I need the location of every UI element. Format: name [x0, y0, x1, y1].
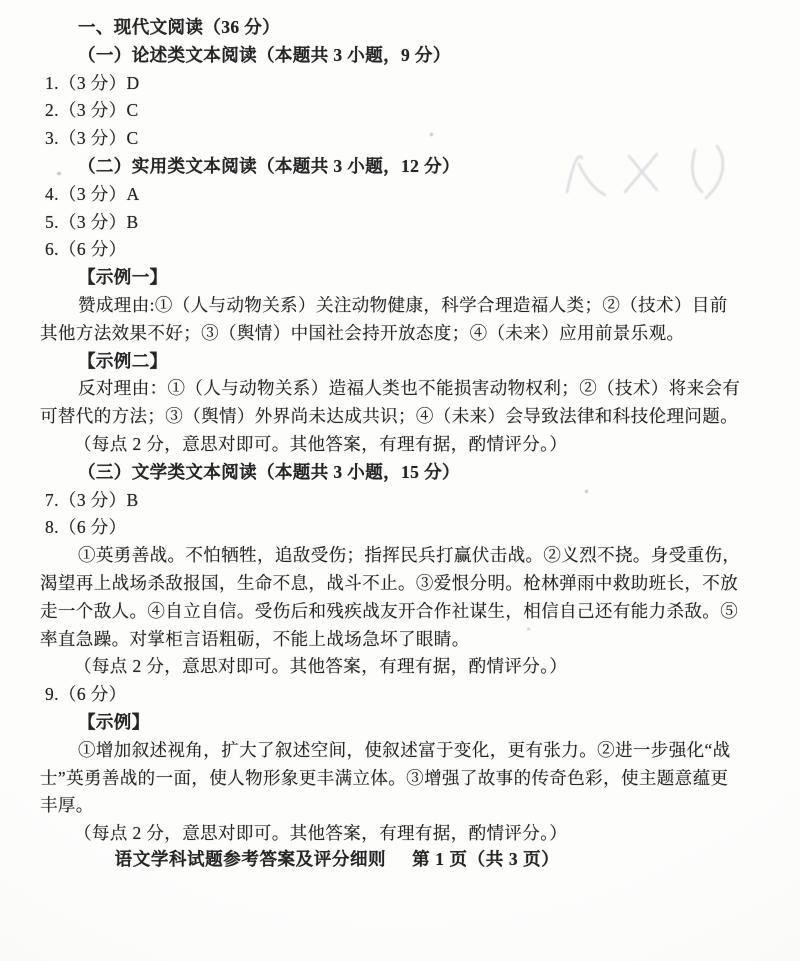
q9-answer-line1: ①增加叙述视角，扩大了叙述空间，使叙述富于变化，更有张力。②进一步强化“战: [78, 739, 731, 760]
scan-speck: [430, 133, 433, 136]
answer-q6-label: 6.（6 分）: [45, 239, 127, 260]
scan-speck: [57, 172, 61, 175]
answer-q1: 1.（3 分）D: [45, 72, 140, 93]
q9-answer-line2: 士”英勇善战的一面，使人物形象更丰满立体。③增强了故事的传奇色彩，使主题意蕴更: [40, 767, 729, 788]
q6-sample2-tag: 【示例二】: [78, 350, 168, 371]
q6-sample2-text-line1: 反对理由：①（人与动物关系）造福人类也不能损害动物权利；②（技术）将来会有: [78, 378, 741, 399]
section-heading-modern-reading: 一、现代文阅读（36 分）: [78, 17, 281, 37]
q6-scoring-note: （每点 2 分，意思对即可。其他答案，有理有据，酌情评分。）: [74, 433, 568, 454]
q6-sample1-text-line1: 赞成理由:①（人与动物关系）关注动物健康，科学合理造福人类；②（技术）目前: [78, 294, 728, 315]
q8-answer-line4: 率直急躁。对掌柜言语粗砺，不能上战场急坏了眼睛。: [40, 628, 470, 649]
answer-q2: 2.（3 分）C: [45, 100, 139, 121]
scan-speck: [585, 490, 588, 493]
answer-q8-label: 8.（6 分）: [45, 517, 127, 538]
footer-doc-title: 语文学科试题参考答案及评分细则: [114, 849, 387, 869]
q6-sample2-text-line2: 可替代的方法；③（舆情）外界尚未达成共识；④（未来）会导致法律和科技伦理问题。: [40, 406, 739, 427]
subsection-heading-literary: （三）文学类文本阅读（本题共 3 小题，15 分）: [78, 461, 460, 482]
answer-q5: 5.（3 分）B: [45, 211, 139, 232]
q8-answer-line1: ①英勇善战。不怕牺牲，追敌受伤；指挥民兵打赢伏击战。②义烈不挠。身受重伤，: [78, 545, 741, 566]
q8-answer-line2: 渴望再上战场杀敌报国，生命不息，战斗不止。③爱恨分明。枪林弹雨中救助班长，不放: [40, 572, 739, 593]
scan-speck: [527, 628, 530, 630]
footer-page-indicator: 第 1 页（共 3 页）: [412, 849, 560, 869]
q6-sample1-text-line2: 其他方法效果不好；③（舆情）中国社会持开放态度；④（未来）应用前景乐观。: [40, 322, 685, 343]
answer-key-body: [40, 14, 764, 848]
q9-scoring-note: （每点 2 分，意思对即可。其他答案，有理有据，酌情评分。）: [74, 823, 568, 844]
q8-scoring-note: （每点 2 分，意思对即可。其他答案，有理有据，酌情评分。）: [74, 656, 568, 677]
q6-sample1-tag: 【示例一】: [78, 267, 168, 288]
q9-sample-tag: 【示例】: [78, 711, 150, 732]
subsection-heading-argumentative: （一）论述类文本阅读（本题共 3 小题，9 分）: [78, 44, 451, 65]
page-footer: [0, 846, 737, 871]
answer-q3: 3.（3 分）C: [45, 128, 139, 149]
answer-q9-label: 9.（6 分）: [45, 684, 127, 705]
subsection-heading-practical: （二）实用类文本阅读（本题共 3 小题，12 分）: [78, 155, 460, 176]
q9-answer-line3: 丰厚。: [40, 795, 94, 816]
q8-answer-line3: 走一个敌人。④自立自信。受伤后和残疾战友开合作社谋生，相信自己还有能力杀敌。⑤: [40, 600, 739, 621]
answer-q7: 7.（3 分）B: [45, 489, 139, 510]
answer-q4: 4.（3 分）A: [45, 183, 140, 204]
